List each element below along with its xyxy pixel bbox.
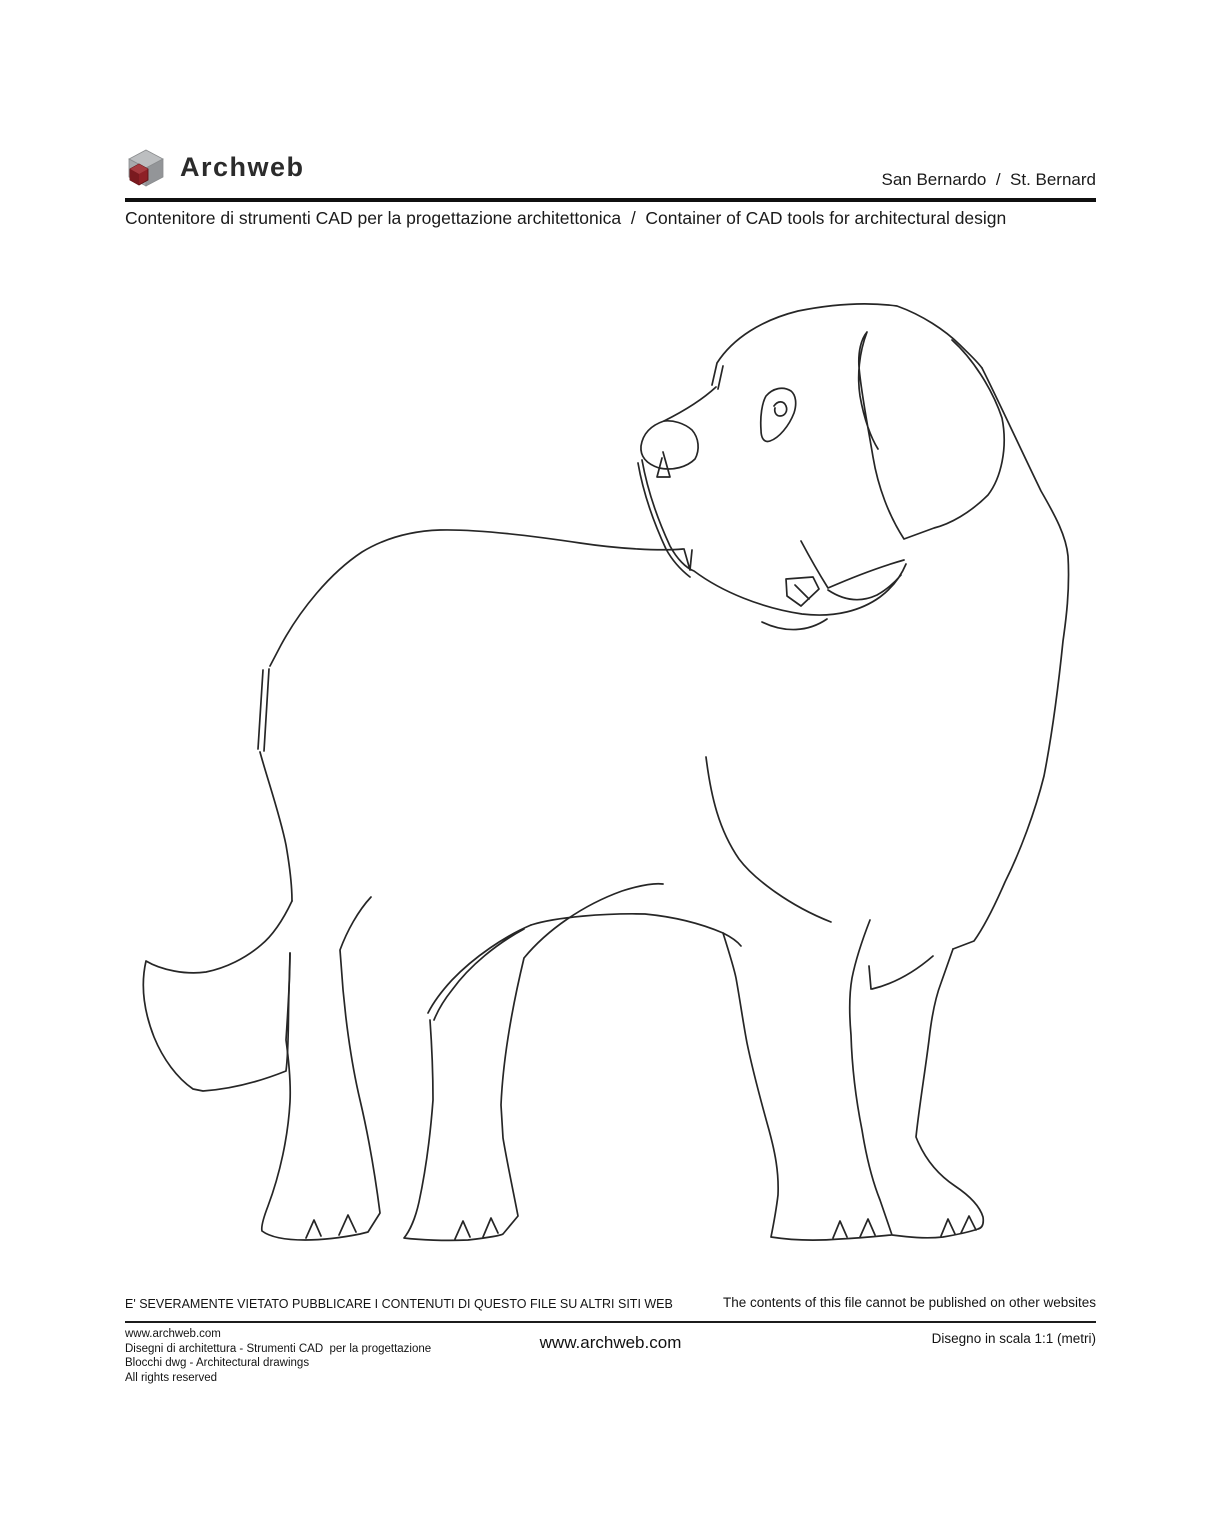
dog-rear-legs [262, 884, 663, 1241]
footer-info-line2: Disegni di architettura - Strumenti CAD per la progettazione [125, 1342, 432, 1355]
brand-name: Archweb [180, 152, 305, 182]
archweb-logo-icon [125, 148, 167, 192]
scale-note: Disegno in scala 1:1 (metri) [931, 1331, 1096, 1346]
dog-muzzle-mouth [638, 460, 906, 630]
footer-info-line3: Blocchi dwg - Architectural drawings [125, 1357, 310, 1369]
dog-nose [641, 421, 698, 477]
footer-info-line4: All rights reserved [125, 1371, 218, 1384]
footer-website: www.archweb.com [539, 1333, 682, 1352]
footer-rule [125, 1321, 1096, 1323]
st-bernard-line-drawing [0, 240, 1220, 1280]
dog-front-legs [706, 757, 983, 1240]
dog-tail [143, 901, 292, 1091]
dog-belly [531, 914, 741, 946]
dog-head-outline [664, 304, 982, 570]
disclaimer-english: The contents of this file cannot be published on other websites [723, 1295, 1096, 1310]
header [125, 146, 1096, 194]
site-tagline: Contenitore di strumenti CAD per la progettazione architettonica / Container of CAD tools for architectural design [125, 208, 1007, 228]
dog-chest [953, 368, 1069, 949]
footer-info-url: www.archweb.com [125, 1328, 221, 1340]
drawing-subject-title: San Bernardo / St. Bernard [881, 170, 1096, 189]
drawing-area [0, 240, 1220, 1280]
dog-back-rump [258, 530, 683, 901]
dog-eye [761, 388, 796, 441]
header-rule [125, 198, 1096, 202]
dog-ear [859, 332, 1004, 539]
disclaimer-italian: E' SEVERAMENTE VIETATO PUBBLICARE I CONTENUTI DI QUESTO FILE SU ALTRI SITI WEB [125, 1297, 673, 1311]
